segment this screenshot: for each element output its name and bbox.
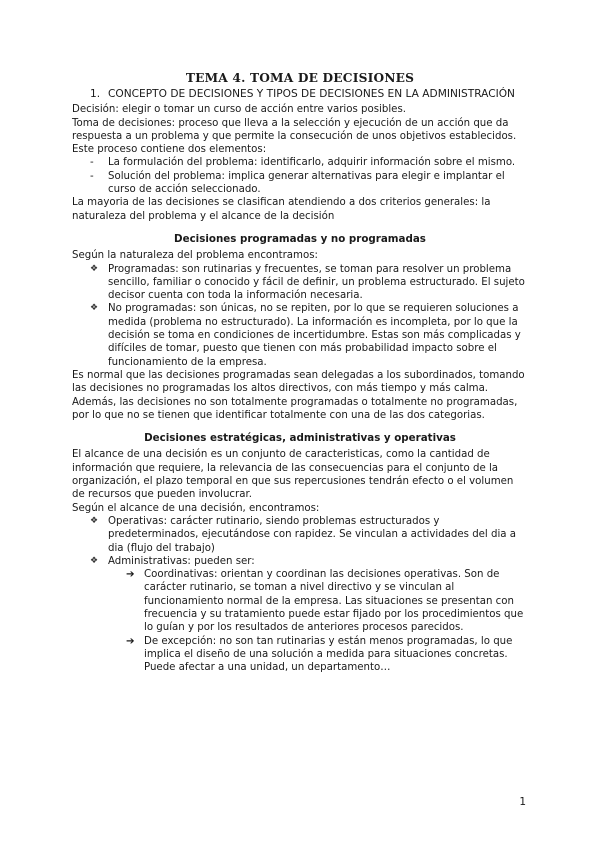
paragraph-toma-decisiones: Toma de decisiones: proceso que lleva a la selección y ejecución de un acción que da respuesta a un problema y que permite la consecución de unos objetivos establecidos. <box>72 117 517 142</box>
section-heading-text: CONCEPTO DE DECISIONES Y TIPOS DE DECISIONES EN LA ADMINISTRACIÓN <box>108 88 515 101</box>
list-item-text: Operativas: carácter rutinario, siendo problemas estructurados y predeterminados, ejecutándose con rapidez. Se vinculan a actividades del dia a dia (flujo del trabajo) <box>108 515 517 554</box>
paragraph-alcance: El alcance de una decisión es un conjunto de caracteristicas, como la cantidad de información que requiere, la relevancia de las consecuencias para el conjunto de la organización, el plazo temporal en que sus repercusiones tendrán efecto o el volumen de recursos que pueden involucrar. <box>72 449 514 501</box>
paragraph-decision: Decisión: elegir o tomar un curso de acción entre varios posibles. <box>72 104 406 116</box>
alcance-list <box>72 515 528 568</box>
dash-bullet: - <box>90 170 94 182</box>
paragraph-mayoria: La mayoria de las decisiones se clasifican atendiendo a dos criterios generales: la naturaleza del problema y el alcance de la decisión <box>72 197 491 222</box>
paragraph-prog-closing: Es normal que las decisiones programadas sean delegadas a los subordinados, tomando las decisiones no programadas los altos directivos, con más tiempo y más calma. Además, las decisiones no son totalmente programadas o totalmente no programadas, por lo que no se tienen que identificar totalmente con una de las dos categorias. <box>72 369 525 421</box>
paragraph-proceso: Este proceso contiene dos elementos: <box>72 144 267 156</box>
list-item-text: De excepción: no son tan rutinarias y están menos programadas, lo que implica el diseño de una solución a medida para situaciones concretas. Puede afectar a una unidad, un departamento… <box>144 635 513 674</box>
list-item-text: Administrativas: pueden ser: <box>108 555 255 567</box>
list-item-text: No programadas: son únicas, no se repiten, por lo que se requieren soluciones a medida (problema no estructurado). La información es incompleta, por lo que la decisión se toma en condiciones de incertidumbre. Estas son más complicadas y difíciles de tomar, puesto que tienen con más probabilidad impacto sobre el funcionamiento de la empresa. <box>108 303 521 368</box>
dash-bullet: - <box>90 157 94 169</box>
section-heading <box>90 88 528 101</box>
administrativas-sublist <box>72 568 528 674</box>
list-item-text: Solución del problema: implica generar alternativas para elegir e implantar el curso de acción seleccionado. <box>108 170 505 196</box>
diamond-bullet-icon: ❖ <box>90 555 99 566</box>
list-item <box>126 635 528 675</box>
document-page <box>72 72 528 674</box>
paragraph-prog-intro: Según la naturaleza del problema encontramos: <box>72 250 318 262</box>
arrow-bullet-icon: ➔ <box>126 635 135 647</box>
list-item <box>126 568 528 634</box>
list-item <box>90 555 528 568</box>
list-item <box>90 170 528 197</box>
list-item <box>90 263 528 303</box>
elements-list <box>72 156 528 196</box>
paragraph-alcance-lead: Según el alcance de una decisión, encontramos: <box>72 502 320 514</box>
subheading-estrategicas: Decisiones estratégicas, administrativas y operativas <box>144 432 456 445</box>
list-item <box>90 515 528 555</box>
diamond-bullet-icon: ❖ <box>90 303 99 314</box>
list-item <box>90 156 528 169</box>
list-item-text: Programadas: son rutinarias y frecuentes, se toman para resolver un problema sencillo, familiar o conocido y fácil de definir, un problema estructurado. El sujeto decisor cuenta con toda la información necesaria. <box>108 263 525 302</box>
programadas-list <box>72 263 528 369</box>
section-number: 1. <box>90 88 101 101</box>
page-number: 1 <box>519 796 526 808</box>
diamond-bullet-icon: ❖ <box>90 263 99 274</box>
diamond-bullet-icon: ❖ <box>90 515 99 526</box>
list-item <box>90 302 528 368</box>
arrow-bullet-icon: ➔ <box>126 569 135 581</box>
subheading-programadas: Decisiones programadas y no programadas <box>174 232 426 245</box>
document-title: TEMA 4. TOMA DE DECISIONES <box>185 71 415 85</box>
list-item-text: Coordinativas: orientan y coordinan las decisiones operativas. Son de carácter rutinario, se toman a nivel directivo y se vinculan al funcionamiento normal de la empresa. Las situaciones se presentan con frecuencia y su tratamiento puede estar fijado por los procedimientos que lo guían y por los resultados de anteriores procesos parecidos. <box>144 569 524 634</box>
list-item-text: La formulación del problema: identificarlo, adquirir información sobre el mismo. <box>108 157 516 169</box>
